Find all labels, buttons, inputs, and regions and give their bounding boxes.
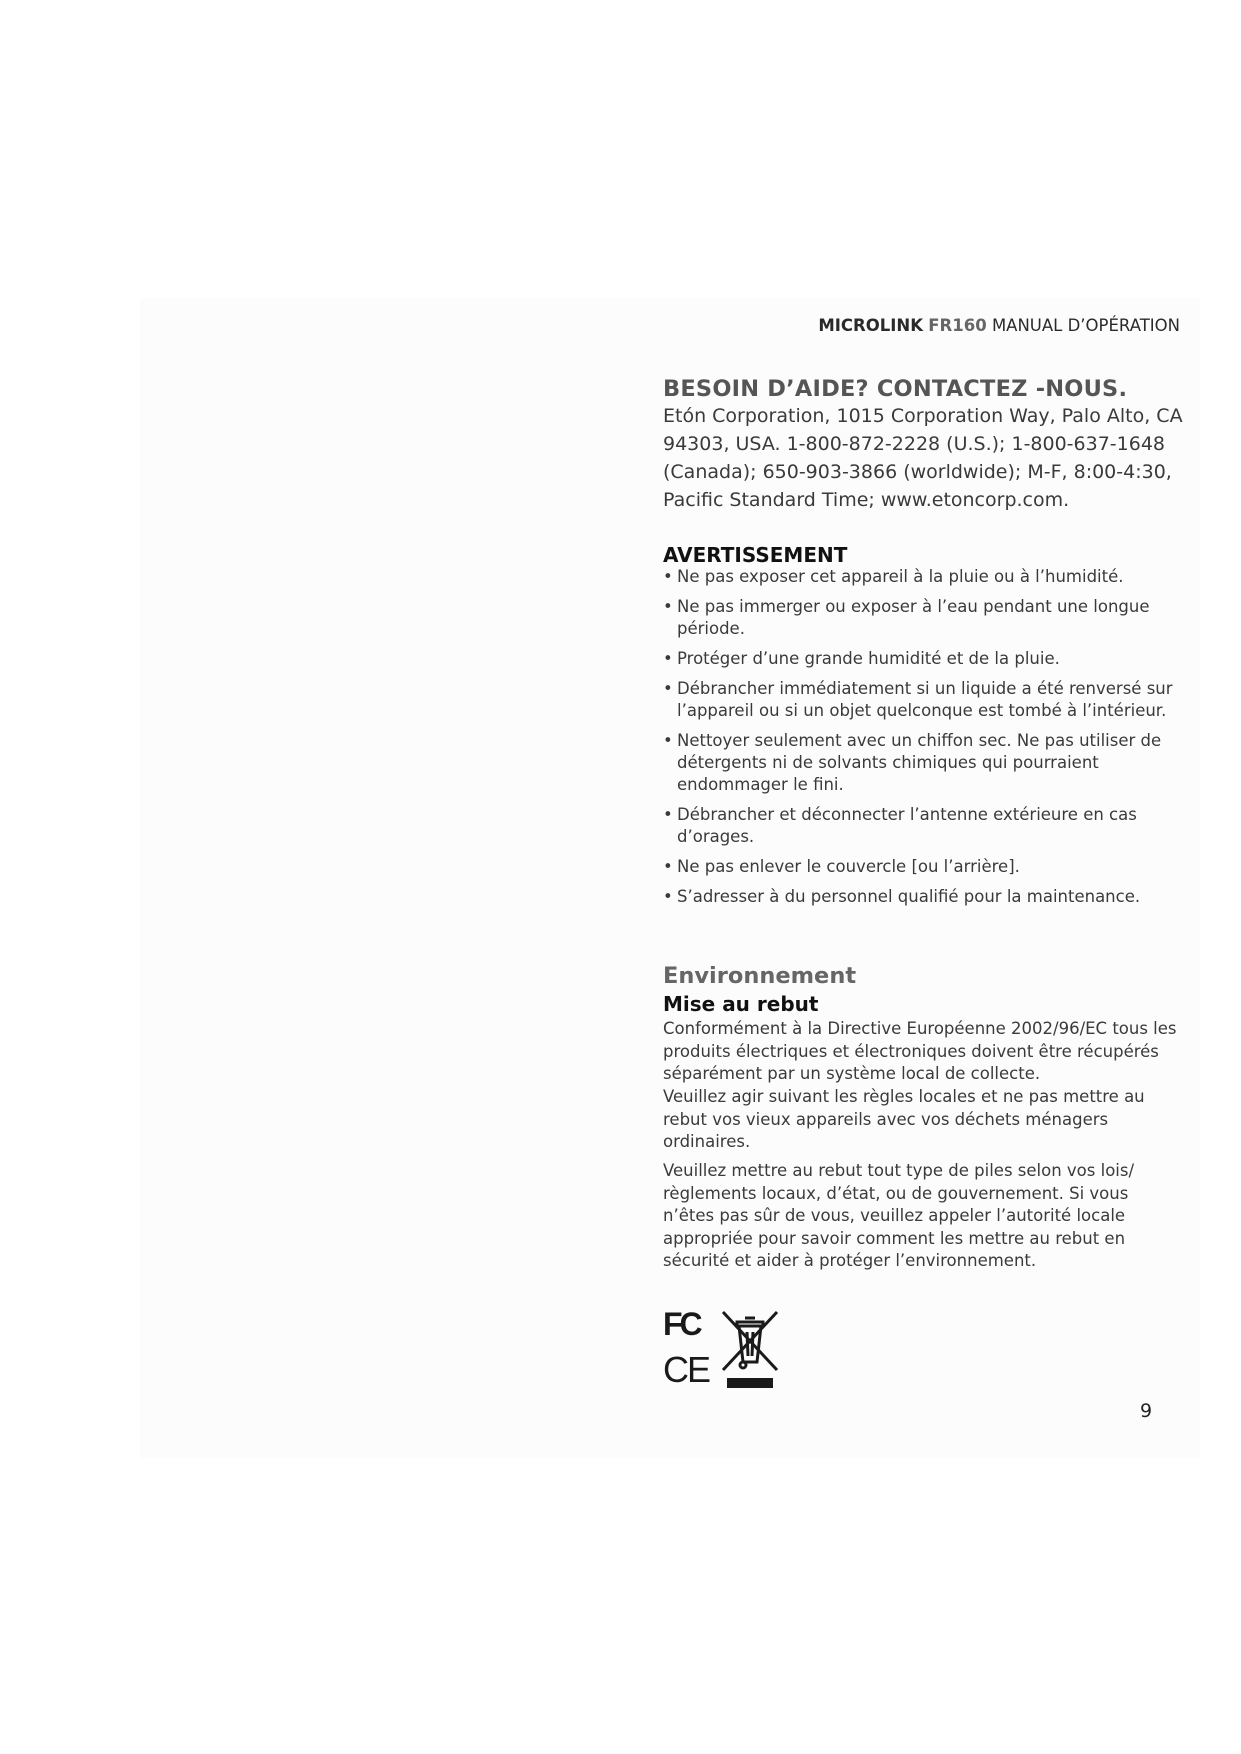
contact-line: 94303, USA. 1-800-872-2228 (U.S.); 1-800-637-1648 — [663, 433, 1166, 455]
warning-item: • Ne pas exposer cet appareil à la pluie ou à l’humidité. — [663, 566, 1183, 588]
warning-heading: AVERTISSEMENT — [663, 543, 848, 567]
fcc-logo-icon: FC — [663, 1306, 700, 1342]
manual-header — [660, 316, 1180, 335]
warning-item: • Ne pas immerger ou exposer à l’eau pendant une longue période. — [663, 596, 1183, 640]
warning-item: • Débrancher et déconnecter l’antenne extérieure en cas d’orages. — [663, 804, 1183, 848]
warning-item: • Nettoyer seulement avec un chiffon sec. Ne pas utiliser de détergents ni de solvants chimiques qui pourraient endommager le fini. — [663, 730, 1183, 796]
header-title: MANUAL D’OPÉRATION — [991, 316, 1180, 335]
warning-item: • Protéger d’une grande humidité et de la pluie. — [663, 648, 1183, 670]
ce-mark-icon: CE — [663, 1349, 710, 1390]
contact-line: Etón Corporation, 1015 Corporation Way, Palo Alto, CA — [663, 405, 1183, 427]
contact-heading: BESOIN D’AIDE? CONTACTEZ -NOUS. — [663, 376, 1128, 402]
header-model: FR160 — [928, 316, 987, 335]
disposal-subheading: Mise au rebut — [663, 992, 819, 1016]
battery-disposal-paragraph: Veuillez mettre au rebut tout type de piles selon vos lois/ règlements locaux, d’état, ou de gouvernement. Si vous n’êtes pas sûr de vous, veuillez appeler l’autorité locale appropriée pour savoir comment les mettre au rebut en sécurité et aider à protéger l’environnement. — [663, 1161, 1135, 1270]
contact-line: Pacific Standard Time; www.etoncorp.com. — [663, 489, 1070, 511]
weee-crossed-bin-icon — [721, 1308, 781, 1390]
page-number: 9 — [1140, 1400, 1153, 1422]
warning-item: • Débrancher immédiatement si un liquide a été renversé sur l’appareil ou si un objet quelconque est tombé à l’intérieur. — [663, 678, 1183, 722]
header-brand: MICROLINK — [818, 316, 924, 335]
warning-item: • Ne pas enlever le couvercle [ou l’arrière]. — [663, 856, 1183, 878]
environment-heading: Environnement — [663, 963, 857, 989]
warning-list — [663, 566, 1183, 916]
certification-logos — [663, 1308, 783, 1408]
contact-body — [663, 402, 1183, 514]
warning-item: • S’adresser à du personnel qualifié pour la maintenance. — [663, 886, 1183, 908]
contact-line: (Canada); 650-903-3866 (worldwide); M-F, 8:00-4:30, — [663, 461, 1172, 483]
disposal-paragraph-2: Veuillez agir suivant les règles locales et ne pas mettre au rebut vos vieux appareils avec vos déchets ménagers ordinaires. — [663, 1087, 1145, 1151]
disposal-paragraph-1: Conformément à la Directive Européenne 2002/96/EC tous les produits électriques et électroniques doivent être récupérés séparément par un système local de collecte. — [663, 1019, 1177, 1083]
